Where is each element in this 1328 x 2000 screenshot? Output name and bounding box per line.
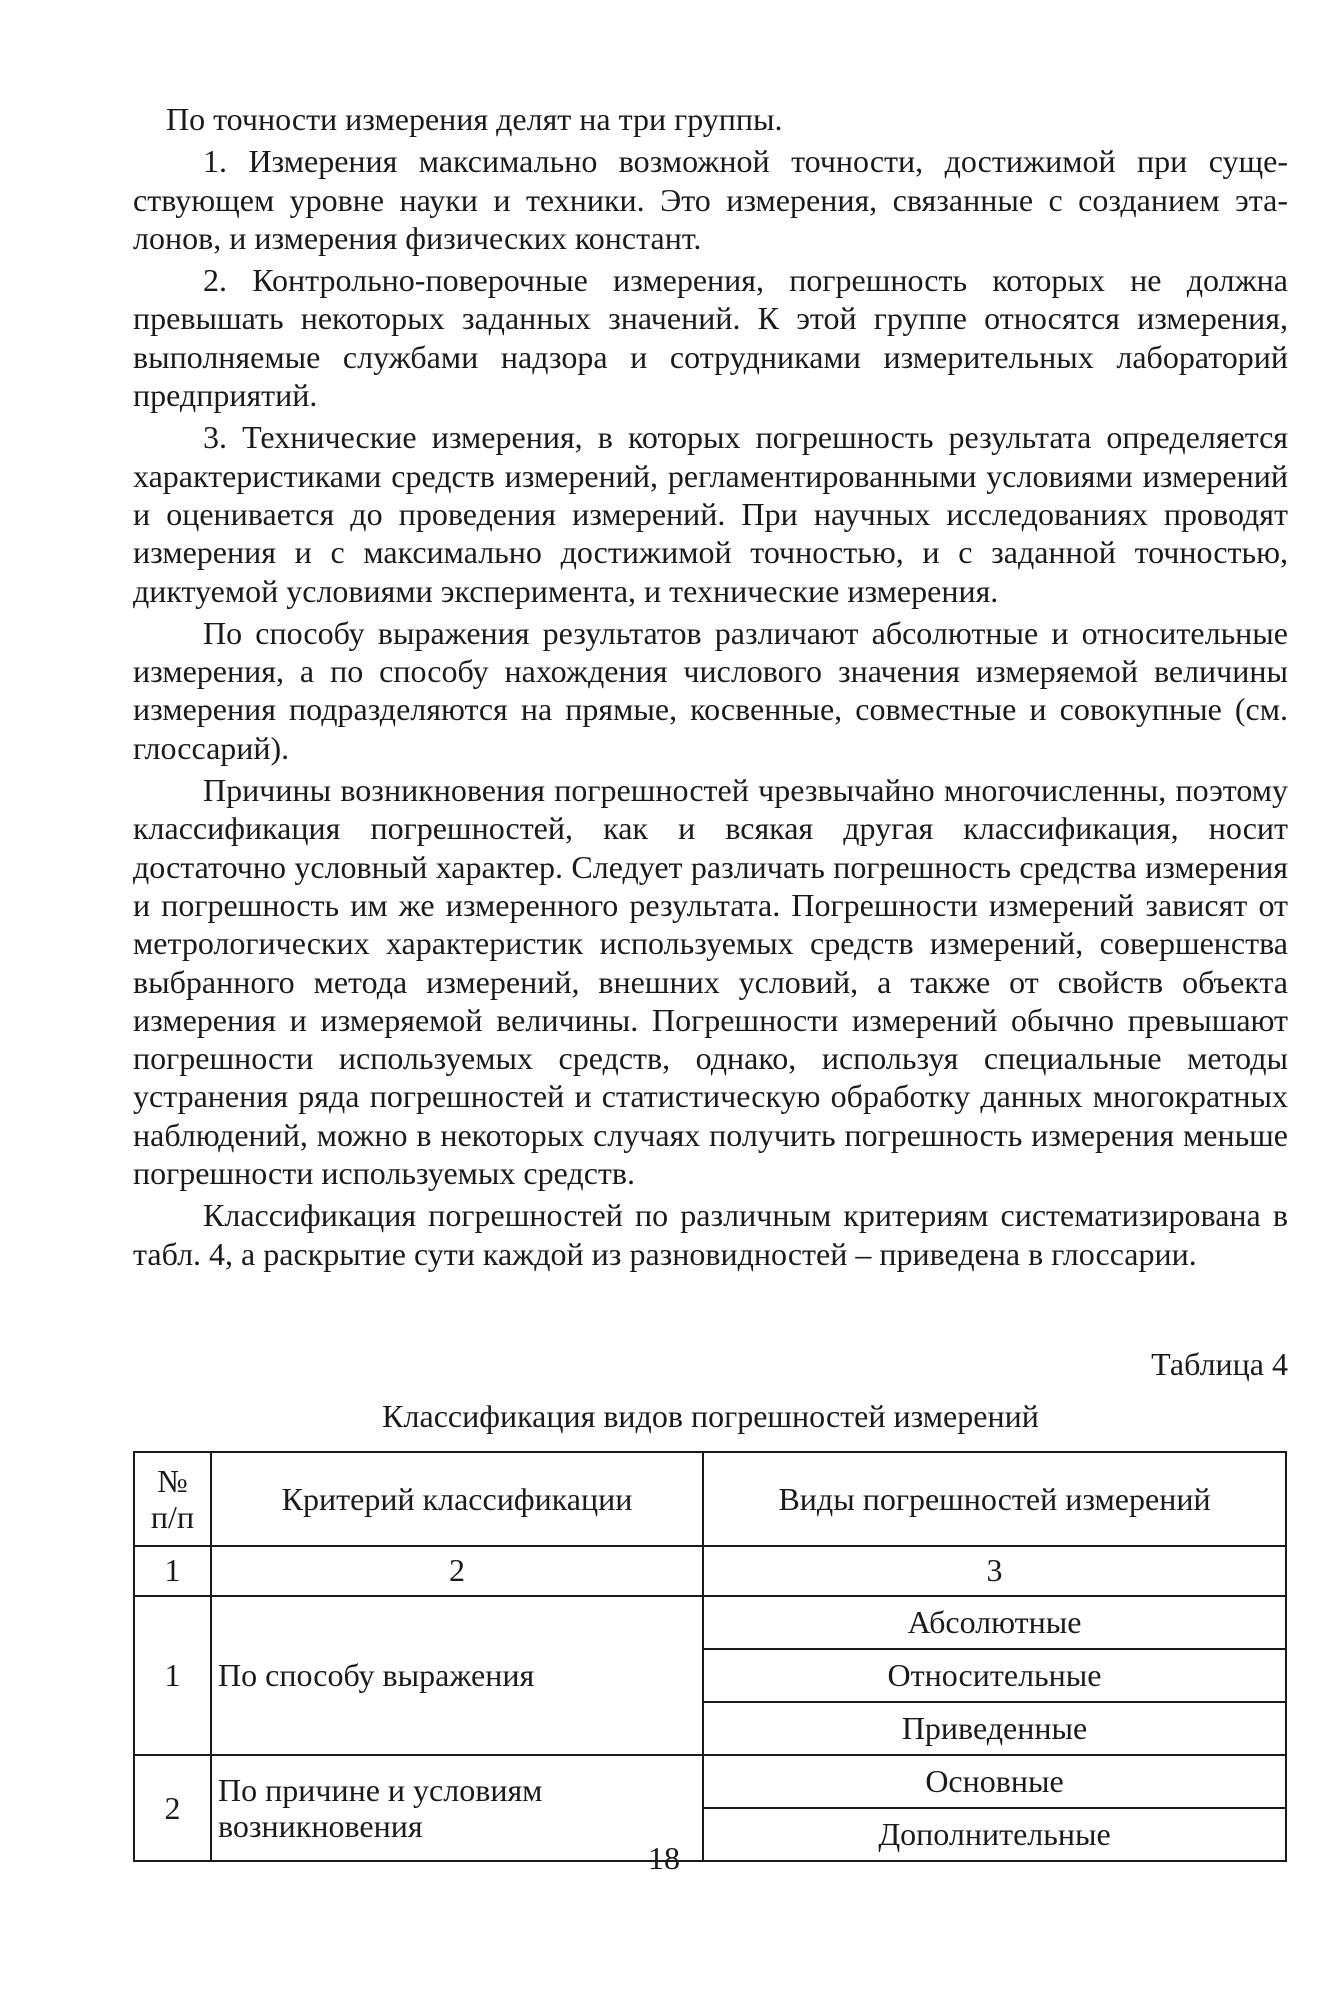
header-kinds: Виды погрешностей измерений [703,1452,1286,1546]
header-num: № п/п [134,1452,211,1546]
group-1-criterion: По способу выражения [211,1596,703,1755]
header-criterion: Критерий классификации [211,1452,703,1546]
paragraph-intro: По точности измерения делят на три группы. [166,101,783,137]
page-content [133,100,1288,1862]
paragraph-error-causes: Причины возникновения погрешностей чрезвычайно многочисленны, поэтому классификация погрешностей, как и всякая другая классификация, носит достаточно условный характер. Следует различать погрешность средства измерения и погрешность им же измеренного результата. Погрешности измерений зависят от метрологических характеристик используемых средств измерений, совершенства выбранного метода измерений, внешних условий, а также от свойств объекта измерения и измеряемой величины. Погрешности измерений обычно превышают погрешности используемых средств, однако, используя специальные методы устранения ряда погрешностей и статистическую обработку данных многократных наблюдений, можно в некоторых случаях получить погрешность измерения меньше погрешности используемых средств. [133,772,1288,1192]
table-title: Классификация видов погрешностей измерений [382,1397,1039,1434]
paragraph-group-1: 1. Измерения максимально возможной точности, достижимой при существующем уровне науки и техники. Это измерения, связанные с созданием эталонов, и измерения физических констант. [133,143,1288,256]
group-2-kind-1: Основные [703,1755,1286,1808]
classification-table [133,1451,1287,1862]
paragraph-group-2: 2. Контрольно-поверочные измерения, погрешность которых не должна превышать некоторых заданных значений. К этой группе относятся измерения, выполняемые службами надзора и сотрудниками измерительных лабораторий предприятий. [133,262,1288,414]
table-index-row [134,1546,1286,1596]
index-col-3: 3 [703,1546,1286,1596]
group-1-num: 1 [134,1596,211,1755]
paragraph-result-types: По способу выражения результатов различают абсолютные и относительные измерения, а по способу нахождения числового значения измеряемой величины измерения подразделяются на прямые, косвенные, совместные и совокупные (см. глоссарий). [133,614,1288,766]
index-col-2: 2 [211,1546,703,1596]
group-2-criterion: По причине и условиям возникновения [211,1755,703,1861]
table-label: Таблица 4 [1151,1345,1288,1382]
group-1-kind-1: Абсолютные [703,1596,1286,1649]
group-1-kind-2: Относительные [703,1649,1286,1702]
paragraph-group-3: 3. Технические измерения, в которых погрешность результата определяется характеристиками средств измерений, регламентированными условиями измерений и оценивается до проведения измерений. При научных исследованиях проводят измерения и с максимально достижимой точностью, и с заданной точностью, диктуемой условиями эксперимента, и технические измерения. [133,419,1288,609]
group-1-kind-3: Приведенные [703,1702,1286,1755]
table-row [134,1755,1286,1808]
paragraph-classification-ref: Классификация погрешностей по различным критериям систематизирована в табл. 4, а раскрытие сути каждой из разновидностей – приведена в глоссарии. [133,1197,1288,1272]
table-header-row [134,1452,1286,1546]
index-col-1: 1 [134,1546,211,1596]
group-2-num: 2 [134,1755,211,1861]
group-2-kind-2: Дополнительные [703,1808,1286,1861]
table-row [134,1596,1286,1649]
page-number: 18 [648,1840,680,1876]
